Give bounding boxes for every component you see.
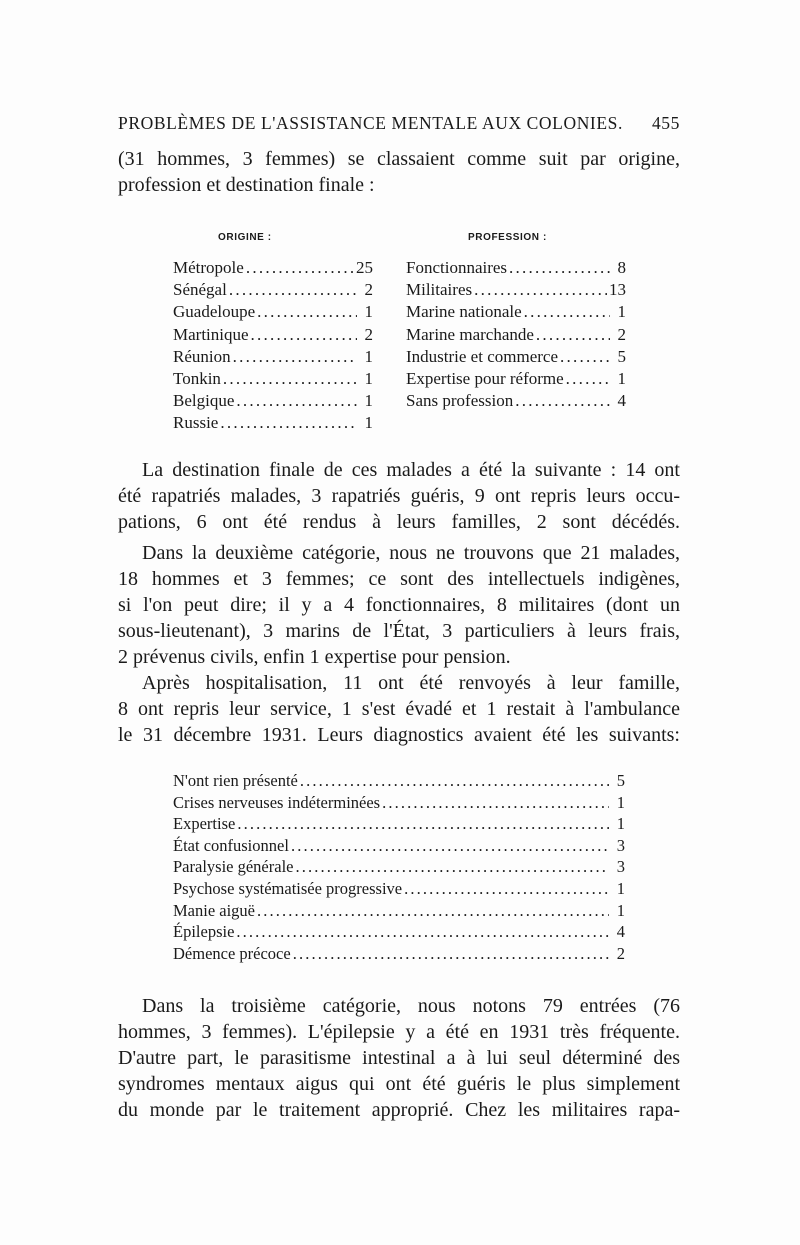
profession-entry — [406, 257, 626, 279]
running-title: PROBLÈMES DE L'ASSISTANCE MENTALE AUX COLONIES. — [118, 113, 623, 133]
dot-leader — [220, 412, 357, 434]
entry-label: Réunion — [173, 346, 231, 366]
profession-heading: PROFESSION : — [468, 232, 547, 243]
text-line: sous-lieutenant), 3 marins de l'État, 3 particuliers à leurs frais, — [118, 620, 680, 642]
diagnostic-entry — [173, 921, 625, 943]
entry-count: 2 — [364, 324, 373, 344]
diagnostic-entry — [173, 835, 625, 857]
entry-label: Expertise — [173, 814, 236, 834]
diagnostic-entry — [173, 943, 625, 965]
page-number: 455 — [651, 113, 680, 133]
diagnostic-entry — [173, 792, 625, 814]
entry-count: 13 — [609, 280, 626, 300]
dot-leader — [295, 856, 609, 878]
origine-entry — [173, 412, 373, 434]
entry-label: Sans profession — [406, 391, 514, 411]
entry-count: 4 — [616, 922, 625, 942]
entry-count: 25 — [356, 258, 373, 277]
dot-leader — [246, 257, 354, 279]
entry-label: Russie — [173, 413, 219, 433]
dot-leader — [257, 301, 357, 323]
entry-label: Guadeloupe — [173, 302, 256, 322]
entry-label: État confusionnel — [173, 835, 289, 855]
dot-leader — [474, 279, 607, 301]
entry-count: 1 — [364, 369, 373, 389]
text-line: (31 hommes, 3 femmes) se classaient comme suit par origine, — [118, 148, 680, 170]
entry-label: Marine marchande — [406, 324, 534, 344]
entry-count: 2 — [616, 943, 625, 963]
entry-label: Métropole — [173, 258, 244, 277]
text-line: Dans la troisième catégorie, nous notons 79 entrées (76 — [142, 995, 680, 1017]
entry-label: Fonctionnaires — [406, 258, 508, 277]
text-line: 2 prévenus civils, enfin 1 expertise pour pension. — [118, 646, 511, 668]
profession-entry — [406, 346, 626, 368]
profession-entry — [406, 301, 626, 323]
text-line: D'autre part, le parasitisme intestinal a à lui seul déterminé des — [118, 1047, 680, 1069]
dot-leader — [236, 390, 357, 412]
entry-label: Militaires — [406, 280, 473, 300]
text-line: Dans la deuxième catégorie, nous ne trouvons que 21 malades, — [142, 542, 680, 564]
entry-label: Crises nerveuses indéterminées — [173, 792, 381, 812]
dot-leader — [536, 324, 610, 346]
text-line: du monde par le traitement approprié. Chez les militaires rapa- — [118, 1099, 680, 1121]
entry-count: 3 — [616, 835, 625, 855]
dot-leader — [524, 301, 610, 323]
origine-entry — [173, 324, 373, 346]
entry-label: Psychose systématisée progressive — [173, 878, 403, 898]
text-line: si l'on peut dire; il y a 4 fonctionnaires, 8 militaires (dont un — [118, 594, 680, 616]
entry-count: 1 — [617, 369, 626, 389]
entry-count: 1 — [364, 413, 373, 433]
profession-entry — [406, 279, 626, 301]
entry-label: Industrie et commerce — [406, 346, 558, 366]
origine-entry — [173, 301, 373, 323]
profession-entry — [406, 324, 626, 346]
text-line: le 31 décembre 1931. Leurs diagnostics avaient été les suivants: — [118, 724, 680, 746]
origine-entry — [173, 368, 373, 390]
dot-leader — [236, 921, 609, 943]
entry-label: Belgique — [173, 391, 235, 411]
text-line: profession et destination finale : — [118, 174, 375, 196]
dot-leader — [515, 390, 610, 412]
entry-count: 1 — [364, 391, 373, 411]
origine-entry — [173, 257, 373, 279]
dot-leader — [223, 368, 357, 390]
entry-count: 3 — [616, 857, 625, 877]
paragraph-troisieme-categorie — [118, 993, 680, 1123]
entry-label: N'ont rien présenté — [173, 771, 298, 790]
origine-heading: ORIGINE : — [218, 232, 272, 243]
dot-leader — [257, 900, 609, 922]
entry-count: 1 — [364, 346, 373, 366]
entry-label: Épilepsie — [173, 922, 235, 942]
entry-label: Sénégal — [173, 280, 227, 300]
origine-entry — [173, 279, 373, 301]
diagnostic-entry — [173, 856, 625, 878]
entry-count: 1 — [616, 878, 625, 898]
entry-count: 1 — [616, 814, 625, 834]
text-line: La destination finale de ces malades a été la suivante : 14 ont — [142, 459, 680, 481]
dot-leader — [300, 770, 609, 792]
text-line: été rapatriés malades, 3 rapatriés guéris, 9 ont repris leurs occu- — [118, 485, 680, 507]
entry-count: 2 — [617, 324, 626, 344]
dot-leader — [509, 257, 610, 279]
profession-entry — [406, 390, 626, 412]
dot-leader — [404, 878, 609, 900]
intro-paragraph — [118, 146, 680, 198]
entry-count: 5 — [616, 771, 625, 790]
entry-label: Démence précoce — [173, 943, 291, 963]
diagnostics-list — [173, 770, 625, 964]
dot-leader — [566, 368, 610, 390]
dot-leader — [560, 346, 610, 368]
text-line: 8 ont repris leur service, 1 s'est évadé et 1 restait à l'ambulance — [118, 698, 680, 720]
entry-label: Manie aiguë — [173, 900, 256, 920]
entry-count: 8 — [617, 258, 626, 277]
entry-count: 5 — [617, 346, 626, 366]
text-line: hommes, 3 femmes). L'épilepsie y a été en 1931 très fréquente. — [118, 1021, 680, 1043]
profession-list — [406, 257, 626, 412]
diagnostic-entry — [173, 900, 625, 922]
entry-label: Tonkin — [173, 369, 221, 389]
text-line: 18 hommes et 3 femmes; ce sont des intellectuels indigènes, — [118, 568, 680, 590]
entry-label: Martinique — [173, 324, 249, 344]
entry-count: 1 — [616, 792, 625, 812]
dot-leader — [291, 835, 609, 857]
origine-entry — [173, 390, 373, 412]
entry-count: 1 — [616, 900, 625, 920]
diagnostic-entry — [173, 878, 625, 900]
origine-entry — [173, 346, 373, 368]
profession-entry — [406, 368, 626, 390]
diagnostic-entry — [173, 813, 625, 835]
text-line: Après hospitalisation, 11 ont été renvoyés à leur famille, — [142, 672, 680, 694]
dot-leader — [233, 346, 357, 368]
entry-label: Expertise pour réforme — [406, 369, 564, 389]
dot-leader — [293, 943, 609, 965]
entry-count: 1 — [364, 302, 373, 322]
entry-count: 1 — [617, 302, 626, 322]
origine-list — [173, 257, 373, 435]
entry-count: 2 — [364, 280, 373, 300]
entry-label: Marine nationale — [406, 302, 522, 322]
dot-leader — [251, 324, 357, 346]
dot-leader — [237, 813, 609, 835]
text-line: pations, 6 ont été rendus à leurs familles, 2 sont décédés. — [118, 511, 680, 533]
paragraph-destination — [118, 457, 680, 535]
paragraph-deuxieme-categorie — [118, 540, 680, 670]
dot-leader — [229, 279, 357, 301]
text-line: syndromes mentaux aigus qui ont été guéris le plus simplement — [118, 1073, 680, 1095]
diagnostic-entry — [173, 770, 625, 792]
paragraph-hospitalisation — [118, 670, 680, 748]
entry-count: 4 — [617, 391, 626, 411]
dot-leader — [382, 792, 609, 814]
entry-label: Paralysie générale — [173, 857, 294, 877]
